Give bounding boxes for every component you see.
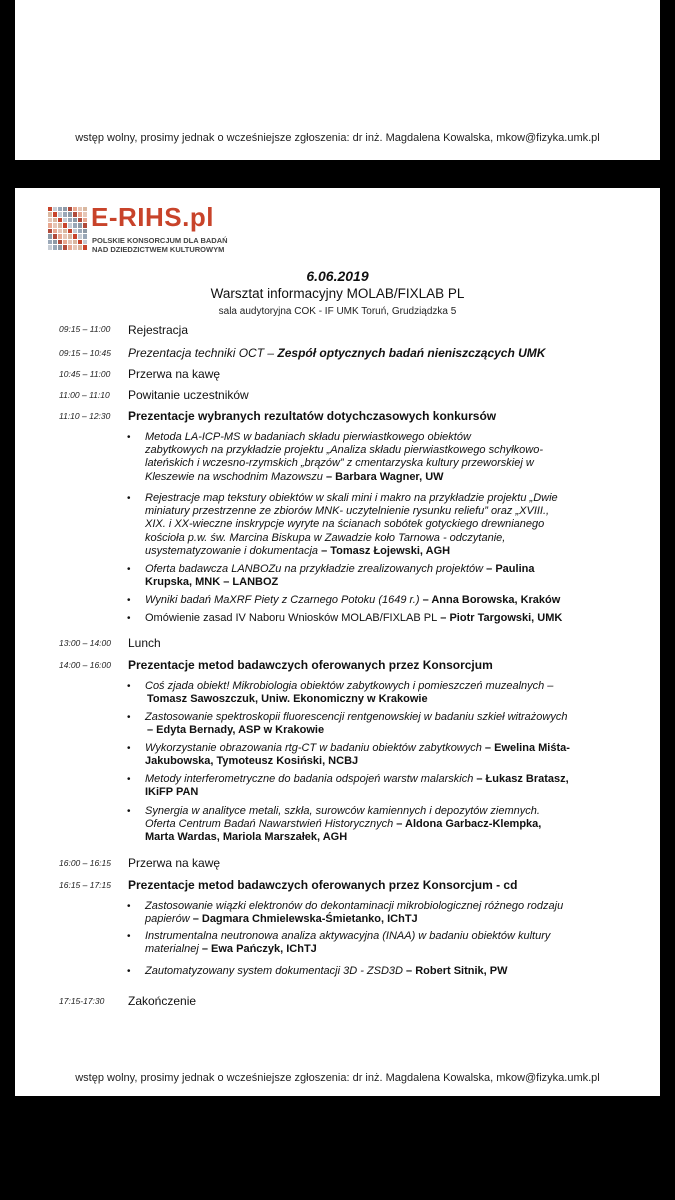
- mosaic-tile: [83, 212, 87, 217]
- mosaic-tile: [73, 234, 77, 239]
- schedule-label: Lunch: [128, 636, 161, 650]
- list-item: • Wyniki badań MaXRF Piety z Czarnego Potoku (1649 r.) – Anna Borowska, Kraków: [127, 594, 561, 606]
- mosaic-tile: [48, 223, 52, 228]
- list-item: • Omówienie zasad IV Naboru Wniosków MOLAB/FIXLAB PL – Piotr Targowski, UMK: [127, 612, 563, 624]
- mosaic-tile: [78, 223, 82, 228]
- mosaic-tile: [68, 212, 72, 217]
- item-line: materialnej: [145, 943, 199, 956]
- mosaic-tile: [58, 207, 62, 212]
- schedule-time: 16:00 – 16:15: [59, 858, 111, 868]
- mosaic-tile: [53, 207, 57, 212]
- schedule-label: Powitanie uczestników: [128, 388, 249, 402]
- mosaic-tile: [83, 245, 87, 250]
- label-bold: Zespół optycznych badań nieniszczących UMK: [277, 346, 546, 360]
- mosaic-tile: [83, 207, 87, 212]
- item-line: Zastosowanie wiązki elektronów do dekontaminacji mikrobiologicznej różnego rodzaju: [145, 900, 564, 912]
- mosaic-tile: [83, 229, 87, 234]
- schedule-label: Prezentacje metod badawczych oferowanych przez Konsorcjum - cd: [128, 878, 518, 892]
- event-date: 6.06.2019: [306, 268, 369, 284]
- item-line: miniatury przestrzenne ze zbiorów MNK- uczytelnienie rysunku reliefu” oraz „XVIII.,: [145, 505, 550, 518]
- list-item: • Instrumentalna neutronowa analiza aktywacyjna (INAA) w badaniu obiektów kultury materialnej – Ewa Pańczyk, IChTJ: [145, 930, 625, 956]
- item-author: Jakubowska, Tymoteusz Kosiński, NCBJ: [145, 755, 359, 768]
- event-title: Warsztat informacyjny MOLAB/FIXLAB PL: [210, 286, 465, 301]
- mosaic-tile: [53, 223, 57, 228]
- mosaic-tile: [73, 223, 77, 228]
- mosaic-tile: [73, 245, 77, 250]
- item-author: – Paulina: [483, 563, 535, 575]
- list-item: • Wykorzystanie obrazowania rtg-CT w badaniu obiektów zabytkowych – Ewelina Miśta- Jakubowska, Tymoteusz Kosiński, NCBJ: [145, 742, 625, 768]
- schedule-label: Przerwa na kawę: [128, 367, 221, 381]
- item-author: – Ewa Pańczyk, IChTJ: [198, 943, 317, 956]
- logo-subtitle: [92, 236, 228, 254]
- mosaic-tile: [63, 212, 67, 217]
- list-item: • Coś zjada obiekt! Mikrobiologia obiektów zabytkowych i pomieszczeń muzealnych – Tomasz Sawoszczuk, Uniw. Ekonomiczny w Krakowie: [145, 680, 625, 706]
- mosaic-tile: [83, 218, 87, 223]
- item-author: Tomasz Sawoszczuk, Uniw. Ekonomiczny w Krakowie: [147, 693, 428, 706]
- mosaic-tile: [53, 218, 57, 223]
- mosaic-tile: [63, 223, 67, 228]
- item-line: Metoda LA-ICP-MS w badaniach składu pierwiastkowego obiektów: [145, 431, 471, 443]
- mosaic-tile: [58, 223, 62, 228]
- mosaic-tile: [83, 223, 87, 228]
- list-item: • Oferta badawcza LANBOZu na przykładzie zrealizowanych projektów – Paulina Krupska, MNK – LANBOZ: [145, 563, 625, 589]
- schedule-label: [128, 346, 545, 360]
- mosaic-tile: [73, 218, 77, 223]
- item-line: Rejestracje map tekstury obiektów w skali mini i makro na przykładzie projektu „Dwie: [145, 492, 558, 504]
- schedule-time: 14:00 – 16:00: [59, 660, 111, 670]
- item-line: Instrumentalna neutronowa analiza aktywacyjna (INAA) w badaniu obiektów kultury: [145, 930, 551, 942]
- mosaic-tile: [48, 218, 52, 223]
- mosaic-tile: [78, 207, 82, 212]
- mosaic-tile: [58, 229, 62, 234]
- event-place: sala audytoryjna COK - IF UMK Toruń, Grudziądzka 5: [218, 306, 457, 317]
- schedule-time: 16:15 – 17:15: [59, 880, 111, 890]
- mosaic-tile: [58, 245, 62, 250]
- list-item: • Metody interferometryczne do badania odspojeń warstw malarskich – Łukasz Bratasz, IKiFP PAN: [145, 773, 625, 799]
- item-author: – Piotr Targowski, UMK: [437, 612, 563, 624]
- mosaic-tile: [63, 229, 67, 234]
- mosaic-tile: [58, 240, 62, 245]
- schedule-label: Przerwa na kawę: [128, 856, 221, 870]
- mosaic-tile: [68, 229, 72, 234]
- mosaic-tile: [73, 207, 77, 212]
- schedule-time: 11:00 – 11:10: [59, 390, 110, 400]
- item-line: Oferta Centrum Badań Nawarstwień Historycznych: [145, 818, 394, 831]
- item-line: Oferta badawcza LANBOZu na przykładzie zrealizowanych projektów: [145, 563, 484, 575]
- item-line: Wykorzystanie obrazowania rtg-CT w badaniu obiektów zabytkowych: [145, 742, 482, 754]
- mosaic-tile: [78, 218, 82, 223]
- list-item: • Zastosowanie wiązki elektronów do dekontaminacji mikrobiologicznej różnego rodzaju papierów – Dagmara Chmielewska-Śmietanko, IChTJ: [145, 900, 625, 926]
- footer-note: wstęp wolny, prosimy jednak o wcześniejsze zgłoszenia: dr inż. Magdalena Kowalska, mkow@fizyka.umk.pl: [75, 1072, 600, 1084]
- item-author: Marta Wardas, Mariola Marszałek, AGH: [145, 831, 348, 844]
- logo-subtitle-line1: POLSKIE KONSORCJUM DLA BADAŃ: [92, 236, 228, 245]
- item-author: – Anna Borowska, Kraków: [419, 594, 561, 606]
- mosaic-tile: [68, 245, 72, 250]
- mosaic-tile: [68, 218, 72, 223]
- schedule-time: 13:00 – 14:00: [59, 638, 111, 648]
- item-author: – Edyta Bernady, ASP w Krakowie: [147, 724, 325, 737]
- item-line: Synergia w analityce metali, szkła, surowców kamiennych i depozytów ziemnych.: [145, 805, 540, 817]
- item-line: Coś zjada obiekt! Mikrobiologia obiektów zabytkowych i pomieszczeń muzealnych –: [145, 680, 554, 692]
- mosaic-tile: [73, 240, 77, 245]
- item-line: Metody interferometryczne do badania odspojeń warstw malarskich: [145, 773, 474, 785]
- mosaic-tile: [63, 207, 67, 212]
- mosaic-tile: [73, 229, 77, 234]
- schedule-label: Prezentacje metod badawczych oferowanych przez Konsorcjum: [128, 658, 493, 672]
- mosaic-tile: [53, 229, 57, 234]
- item-line: kościoła p.w. św. Marcina Biskupa w Zawadzie koło Tarnowa - odczytanie,: [145, 531, 506, 544]
- schedule-time: 11:10 – 12:30: [59, 411, 111, 421]
- logo-name: E-RIHS.pl: [91, 202, 214, 232]
- mosaic-tile: [53, 234, 57, 239]
- mosaic-tile: [78, 229, 82, 234]
- schedule-time: 10:45 – 11:00: [59, 369, 111, 379]
- mosaic-tile: [48, 240, 52, 245]
- mosaic-tile: [73, 212, 77, 217]
- mosaic-tile: [48, 234, 52, 239]
- mosaic-tile: [48, 245, 52, 250]
- mosaic-tile: [63, 245, 67, 250]
- item-author: – Łukasz Bratasz,: [473, 773, 569, 785]
- schedule-time: 17:15-17:30: [59, 996, 105, 1006]
- mosaic-tile: [78, 245, 82, 250]
- item-author: – Aldona Garbacz-Klempka,: [393, 818, 542, 831]
- mosaic-tile: [48, 229, 52, 234]
- item-line: lateńskich i wczesno-rzymskich „brązów” z cmentarzyska kultury przeworskiej w: [145, 457, 534, 470]
- mosaic-tile: [83, 240, 87, 245]
- previous-page: [15, 0, 660, 160]
- list-item: • Metoda LA-ICP-MS w badaniach składu pierwiastkowego obiektów zabytkowych na przykładzie projektu „Analiza składu pierwiastkowego schyłkowo- lateńskich i wczesno-rzymskich „brązów” z cmentarzyska kultury przeworskiej w Kleszewie na wschodnim Mazowszu – Barbara Wagner, UW: [145, 431, 625, 484]
- mosaic-tile: [78, 240, 82, 245]
- mosaic-tile: [63, 234, 67, 239]
- item-line: XIX. i XX-wieczne inskrypcje wyryte na ścianach sobótek gotyckiego drewnianego: [145, 518, 545, 531]
- mosaic-tile: [68, 223, 72, 228]
- mosaic-tile: [53, 212, 57, 217]
- mosaic-tile: [78, 234, 82, 239]
- mosaic-tile: [58, 212, 62, 217]
- mosaic-tile: [78, 212, 82, 217]
- mosaic-tile: [58, 234, 62, 239]
- mosaic-tile: [53, 245, 57, 250]
- program-page: [15, 188, 660, 1096]
- erihs-logo: [47, 202, 267, 254]
- item-line: papierów: [145, 913, 190, 926]
- label-italic: Prezentacja techniki OCT –: [128, 346, 278, 360]
- mosaic-tile: [68, 207, 72, 212]
- mosaic-tile: [63, 218, 67, 223]
- mosaic-tile: [48, 212, 52, 217]
- item-author: – Barbara Wagner, UW: [322, 470, 444, 483]
- item-author: Krupska, MNK – LANBOZ: [145, 576, 279, 589]
- item-line: usystematyzowanie i dokumentacja: [145, 544, 319, 557]
- list-item: • Zautomatyzowany system dokumentacji 3D - ZSD3D – Robert Sitnik, PW: [127, 965, 508, 977]
- mosaic-tile: [68, 234, 72, 239]
- mosaic-tile: [48, 207, 52, 212]
- schedule-label: Zakończenie: [128, 994, 197, 1008]
- item-author: – Ewelina Miśta-: [481, 742, 570, 754]
- item-line: Zautomatyzowany system dokumentacji 3D - ZSD3D: [145, 965, 403, 977]
- item-line: Omówienie zasad IV Naboru Wniosków MOLAB/FIXLAB PL: [145, 612, 438, 624]
- mosaic-tile: [63, 240, 67, 245]
- list-item: • Zastosowanie spektroskopii fluorescencji rentgenowskiej w badaniu szkieł witrażowych – Edyta Bernady, ASP w Krakowie: [145, 711, 625, 737]
- mosaic-tile: [58, 218, 62, 223]
- logo-subtitle-line2: NAD DZIEDZICTWEM KULTUROWYM: [92, 245, 225, 254]
- schedule-label: Rejestracja: [128, 323, 189, 337]
- item-author: – Dagmara Chmielewska-Śmietanko, IChTJ: [189, 913, 418, 926]
- mosaic-icon: [47, 206, 87, 250]
- item-line: Zastosowanie spektroskopii fluorescencji rentgenowskiej w badaniu szkieł witrażowych: [145, 711, 568, 723]
- item-author: – Tomasz Łojewski, AGH: [318, 544, 451, 557]
- item-line: zabytkowych na przykładzie projektu „Analiza składu pierwiastkowego schyłkowo-: [145, 444, 544, 457]
- mosaic-tile: [53, 240, 57, 245]
- mosaic-tile: [68, 240, 72, 245]
- item-line: Wyniki badań MaXRF Piety z Czarnego Potoku (1649 r.): [145, 594, 420, 606]
- schedule-label: Prezentacje wybranych rezultatów dotychczasowych konkursów: [128, 409, 497, 423]
- schedule-time: 09:15 – 11:00: [59, 324, 111, 334]
- item-author: IKiFP PAN: [145, 786, 199, 799]
- list-item: • Synergia w analityce metali, szkła, surowców kamiennych i depozytów ziemnych. Oferta Centrum Badań Nawarstwień Historycznych – Aldona Garbacz-Klempka, Marta Wardas, Mariola Marszałek, AGH: [145, 805, 625, 845]
- top-footer-note: wstęp wolny, prosimy jednak o wcześniejsze zgłoszenia: dr inż. Magdalena Kowalska, mkow@fizyka.umk.pl: [75, 132, 600, 144]
- list-item: • Rejestracje map tekstury obiektów w skali mini i makro na przykładzie projektu „Dwie miniatury przestrzenne ze zbiorów MNK- uczytelnienie rysunku reliefu” oraz „XVIII., XIX. i XX-wieczne inskrypcje wyryte na ścianach sobótek gotyckiego drewnianego kościoła p.w. św. Marcina Biskupa w Zawadzie koło Tarnowa - odczytanie, usystematyzowanie i dokumentacja – Tomasz Łojewski, AGH: [145, 492, 625, 558]
- item-author: – Robert Sitnik, PW: [402, 965, 508, 977]
- mosaic-tile: [83, 234, 87, 239]
- item-line: Kleszewie na wschodnim Mazowszu: [145, 470, 323, 483]
- schedule-time: 09:15 – 10:45: [59, 348, 111, 358]
